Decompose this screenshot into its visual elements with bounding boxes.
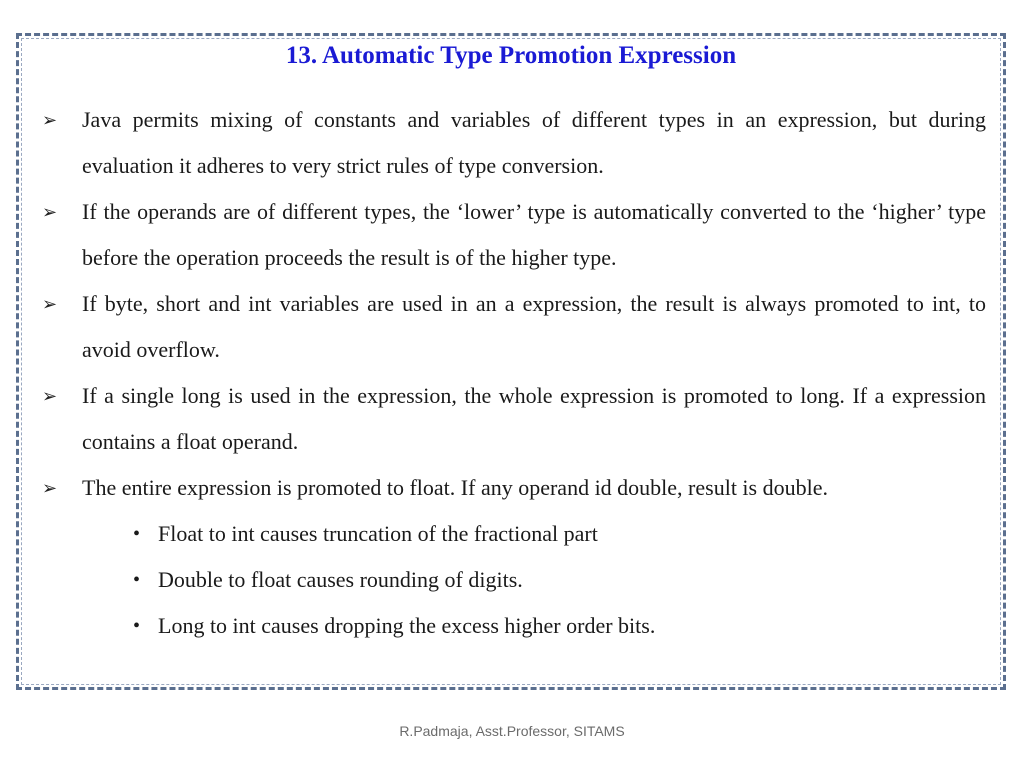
sub-bullet-text: Float to int causes truncation of the fractional part <box>158 521 598 546</box>
sub-bullet-text: Double to float causes rounding of digits. <box>158 567 523 592</box>
bullet-text: If the operands are of different types, the ‘lower’ type is automatically converted to the ‘higher’ type before the operation proceeds the result is of the higher type. <box>82 199 986 270</box>
bullet-list <box>40 97 986 649</box>
arrow-bullet-icon: ➢ <box>42 294 58 314</box>
dot-bullet-icon: • <box>133 615 141 637</box>
bullet-item <box>40 189 986 281</box>
bullet-item <box>40 465 986 511</box>
bullet-item <box>40 97 986 189</box>
bullet-item <box>40 373 986 465</box>
bullet-text: If byte, short and int variables are used in an a expression, the result is always promoted to int, to avoid overflow. <box>82 291 986 362</box>
bullet-text: Java permits mixing of constants and variables of different types in an expression, but during evaluation it adheres to very strict rules of type conversion. <box>82 107 986 178</box>
dot-bullet-icon: • <box>133 523 141 545</box>
sub-bullet-item <box>40 511 986 557</box>
bullet-text: The entire expression is promoted to float. If any operand id double, result is double. <box>82 475 828 500</box>
bullet-text: If a single long is used in the expression, the whole expression is promoted to long. If a expression contains a float operand. <box>82 383 986 454</box>
sub-bullet-item <box>40 557 986 603</box>
slide-title: 13. Automatic Type Promotion Expression <box>285 42 737 69</box>
dot-bullet-icon: • <box>133 569 141 591</box>
sub-bullet-text: Long to int causes dropping the excess higher order bits. <box>158 613 656 638</box>
slide-frame <box>16 33 1006 690</box>
arrow-bullet-icon: ➢ <box>42 386 58 406</box>
arrow-bullet-icon: ➢ <box>42 478 58 498</box>
arrow-bullet-icon: ➢ <box>42 202 58 222</box>
arrow-bullet-icon: ➢ <box>42 110 58 130</box>
slide-footer: R.Padmaja, Asst.Professor, SITAMS <box>399 723 625 739</box>
sub-bullet-item <box>40 603 986 649</box>
bullet-item <box>40 281 986 373</box>
